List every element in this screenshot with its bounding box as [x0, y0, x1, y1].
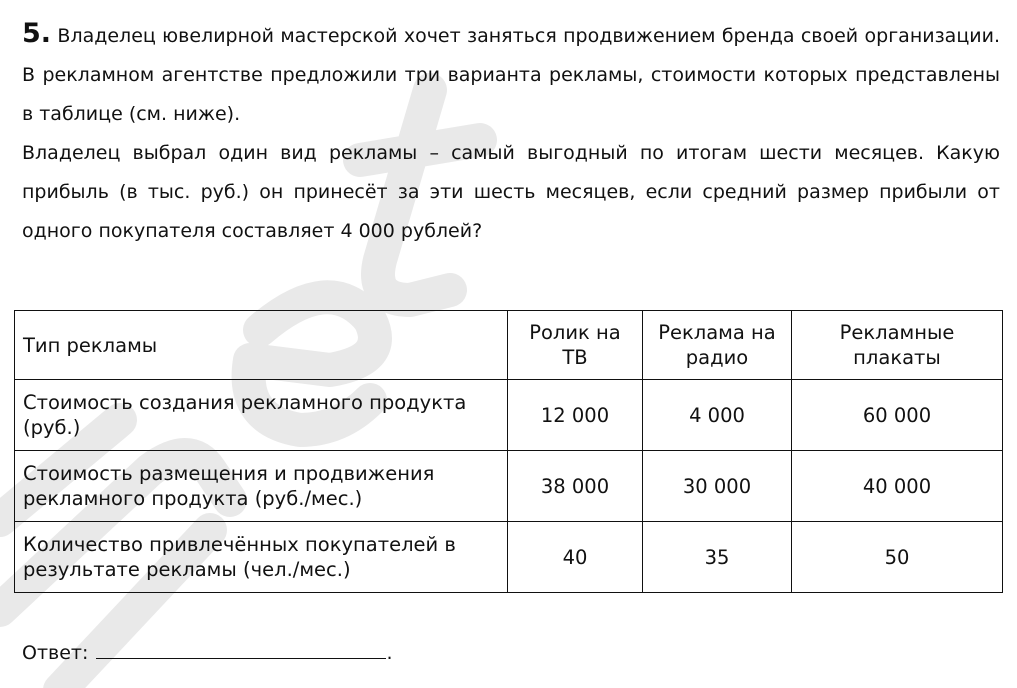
cell-radio: 30 000	[643, 451, 792, 522]
cell-tv: 40	[508, 522, 643, 593]
table-header-row	[15, 311, 1003, 380]
cell-posters: 60 000	[792, 380, 1003, 451]
cell-radio: 4 000	[643, 380, 792, 451]
cell-posters: 40 000	[792, 451, 1003, 522]
answer-field[interactable]	[96, 638, 386, 659]
row-label: Стоимость размещения и продвижения рекламного продукта (руб./мес.)	[15, 451, 508, 522]
problem-paragraph-2: Владелец выбрал один вид рекламы – самый выгодный по итогам шести месяцев. Какую прибыль (в тыс. руб.) он принесёт за эти шесть месяцев, если средний размер прибыли от одного покупателя составляет 4 000 рублей?	[22, 142, 1000, 242]
table-row	[15, 451, 1003, 522]
header-type: Тип рекламы	[15, 311, 508, 380]
answer-block	[22, 638, 392, 667]
header-posters: Рекламные плакаты	[792, 311, 1003, 380]
answer-label: Ответ:	[22, 642, 89, 664]
answer-end: .	[386, 642, 393, 664]
row-label: Стоимость создания рекламного продукта (руб.)	[15, 380, 508, 451]
header-radio: Реклама на радио	[643, 311, 792, 380]
problem-paragraph-1	[22, 14, 1000, 134]
problem-number: 5.	[22, 18, 52, 49]
cell-tv: 12 000	[508, 380, 643, 451]
table-row	[15, 522, 1003, 593]
table-row	[15, 380, 1003, 451]
problem-text	[22, 14, 1000, 251]
cell-radio: 35	[643, 522, 792, 593]
problem-paragraph-1-text: Владелец ювелирной мастерской хочет заняться продвижением бренда своей организации. В рекламном агентстве предложили три варианта рекламы, стоимости которых представлены в таблице (см. ниже).	[22, 25, 1000, 125]
advertising-table	[14, 310, 1003, 593]
cell-posters: 50	[792, 522, 1003, 593]
cell-tv: 38 000	[508, 451, 643, 522]
row-label: Количество привлечённых покупателей в результате рекламы (чел./мес.)	[15, 522, 508, 593]
header-tv: Ролик на ТВ	[508, 311, 643, 380]
